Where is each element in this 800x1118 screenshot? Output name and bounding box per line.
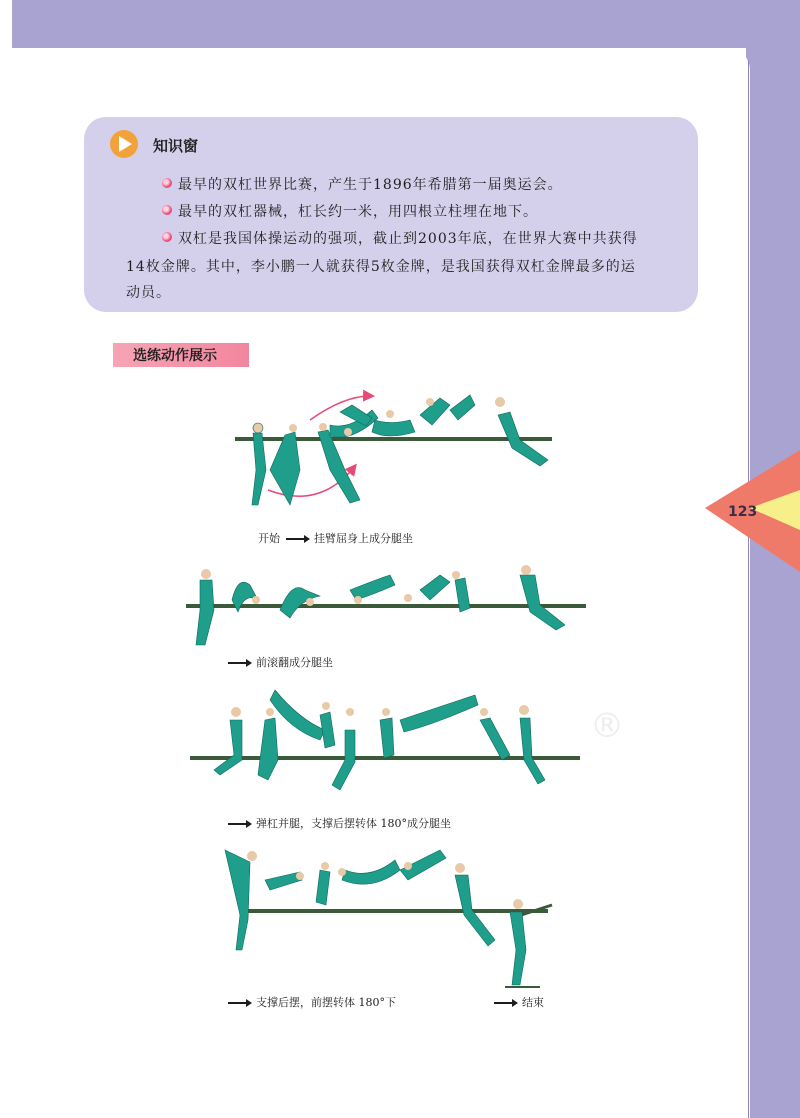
page-number: 123 <box>728 504 758 520</box>
list-item: 最早的双杠世界比赛，产生于1896年希腊第一届奥运会。 <box>162 174 563 194</box>
list-item: 最早的双杠器械，杠长约一米，用四根立柱埋在地下。 <box>162 201 538 221</box>
arrow-right-icon <box>494 1002 516 1004</box>
caption-row-1: 开始 挂臂屈身上成分腿坐 <box>258 532 413 545</box>
arrow-right-icon <box>228 662 250 664</box>
section-title: 选练动作展示 <box>133 348 217 364</box>
knowledge-window-title: 知识窗 <box>153 137 199 155</box>
arrow-right-icon <box>286 538 308 540</box>
list-item: 双杠是我国体操运动的强项，截止到2003年底，在世界大赛中共获得 <box>162 228 638 248</box>
caption-row-4: 支撑后摆，前摆转体 180°下 <box>222 994 396 1010</box>
watermark: ® <box>590 706 624 746</box>
sequence-row-1 <box>235 395 552 505</box>
sequence-row-4 <box>225 850 552 987</box>
paragraph-line: 动员。 <box>126 285 171 301</box>
arrow-right-icon <box>228 823 250 825</box>
caption-row-4-end: 结束 <box>488 994 544 1010</box>
arrow-right-icon <box>228 1002 250 1004</box>
caption-row-3: 弹杠并腿，支撑后摆转体 180°成分腿坐 <box>222 815 451 831</box>
sequence-row-3 <box>190 690 580 790</box>
sequence-row-2 <box>186 565 586 645</box>
paragraph-line: 14枚金牌。其中，李小鹏一人就获得5枚金牌，是我国获得双杠金牌最多的运 <box>126 259 636 275</box>
caption-row-2: 前滚翻成分腿坐 <box>222 654 333 670</box>
